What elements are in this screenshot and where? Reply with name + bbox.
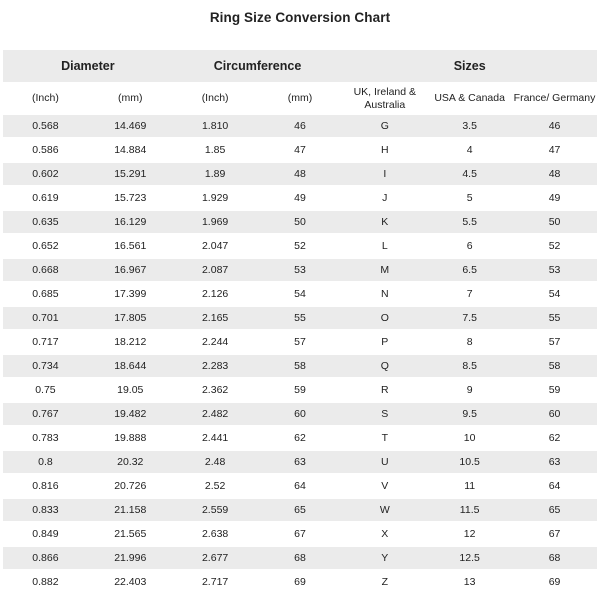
table-cell: 11 (427, 474, 512, 498)
table-cell: 47 (512, 138, 597, 162)
table-row (3, 570, 597, 594)
page-title: Ring Size Conversion Chart (209, 10, 391, 25)
table-cell: 0.75 (3, 378, 88, 402)
table-row (3, 282, 597, 306)
table-cell: 46 (258, 115, 343, 138)
table-cell: X (342, 522, 427, 546)
table-cell: 0.833 (3, 498, 88, 522)
table-cell: 48 (512, 162, 597, 186)
table-row (3, 330, 597, 354)
table-row (3, 138, 597, 162)
table-row (3, 546, 597, 570)
group-header-row (3, 50, 597, 82)
table-cell: 1.89 (173, 162, 258, 186)
table-cell: 0.866 (3, 546, 88, 570)
table-row (3, 450, 597, 474)
column-header-row (3, 82, 597, 115)
table-cell: 53 (512, 258, 597, 282)
table-cell: 49 (258, 186, 343, 210)
group-header-sizes: Sizes (342, 50, 597, 82)
table-cell: 2.48 (173, 450, 258, 474)
table-cell: Z (342, 570, 427, 594)
table-cell: 4.5 (427, 162, 512, 186)
table-row (3, 186, 597, 210)
table-cell: 12 (427, 522, 512, 546)
group-header-diameter: Diameter (3, 50, 173, 82)
table-cell: 2.677 (173, 546, 258, 570)
table-cell: M (342, 258, 427, 282)
column-header-circumference-inch: (Inch) (173, 82, 258, 115)
table-cell: 65 (512, 498, 597, 522)
table-cell: 60 (512, 402, 597, 426)
table-cell: 2.047 (173, 234, 258, 258)
table-cell: 1.969 (173, 210, 258, 234)
table-cell: 0.619 (3, 186, 88, 210)
table-cell: 64 (258, 474, 343, 498)
table-cell: 58 (512, 354, 597, 378)
table-cell: 2.638 (173, 522, 258, 546)
table-cell: 12.5 (427, 546, 512, 570)
table-cell: 0.882 (3, 570, 88, 594)
table-cell: P (342, 330, 427, 354)
table-cell: 11.5 (427, 498, 512, 522)
table-cell: 18.644 (88, 354, 173, 378)
table-cell: 48 (258, 162, 343, 186)
table-cell: 0.734 (3, 354, 88, 378)
table-cell: 4 (427, 138, 512, 162)
table-cell: 57 (258, 330, 343, 354)
table-cell: 2.362 (173, 378, 258, 402)
table-cell: 5.5 (427, 210, 512, 234)
table-row (3, 162, 597, 186)
table-cell: 6 (427, 234, 512, 258)
table-cell: 0.849 (3, 522, 88, 546)
table-cell: T (342, 426, 427, 450)
ring-size-conversion-table (3, 50, 597, 595)
table-cell: 63 (512, 450, 597, 474)
table-cell: 55 (258, 306, 343, 330)
table-cell: 0.685 (3, 282, 88, 306)
table-cell: 7 (427, 282, 512, 306)
table-cell: Y (342, 546, 427, 570)
table-cell: S (342, 402, 427, 426)
table-cell: 0.602 (3, 162, 88, 186)
table-cell: L (342, 234, 427, 258)
table-cell: W (342, 498, 427, 522)
table-cell: 2.441 (173, 426, 258, 450)
table-cell: 2.559 (173, 498, 258, 522)
table-cell: R (342, 378, 427, 402)
table-header (3, 50, 597, 115)
column-header-diameter-mm: (mm) (88, 82, 173, 115)
table-row (3, 474, 597, 498)
group-header-circumference: Circumference (173, 50, 343, 82)
table-cell: 16.967 (88, 258, 173, 282)
table-cell: 62 (258, 426, 343, 450)
table-cell: 21.565 (88, 522, 173, 546)
table-cell: 21.158 (88, 498, 173, 522)
table-cell: 50 (512, 210, 597, 234)
table-cell: Q (342, 354, 427, 378)
table-cell: 69 (258, 570, 343, 594)
table-cell: 14.884 (88, 138, 173, 162)
table-cell: 46 (512, 115, 597, 138)
table-cell: O (342, 306, 427, 330)
table-cell: 17.805 (88, 306, 173, 330)
table-cell: 15.723 (88, 186, 173, 210)
table-cell: 0.668 (3, 258, 88, 282)
table-cell: 0.816 (3, 474, 88, 498)
table-cell: 55 (512, 306, 597, 330)
table-cell: 17.399 (88, 282, 173, 306)
table-cell: 10 (427, 426, 512, 450)
table-cell: 2.482 (173, 402, 258, 426)
table-cell: 47 (258, 138, 343, 162)
table-cell: 67 (258, 522, 343, 546)
table-cell: 0.586 (3, 138, 88, 162)
table-cell: 9 (427, 378, 512, 402)
table-cell: 0.635 (3, 210, 88, 234)
table-cell: 59 (512, 378, 597, 402)
table-cell: 14.469 (88, 115, 173, 138)
table-cell: J (342, 186, 427, 210)
table-cell: 1.929 (173, 186, 258, 210)
table-cell: 64 (512, 474, 597, 498)
table-cell: H (342, 138, 427, 162)
table-cell: 13 (427, 570, 512, 594)
table-cell: 19.888 (88, 426, 173, 450)
column-header-size-uk-ireland-australia: UK, Ireland & Australia (342, 82, 427, 115)
table-cell: 2.52 (173, 474, 258, 498)
table-cell: 65 (258, 498, 343, 522)
table-cell: 19.05 (88, 378, 173, 402)
table-body (3, 115, 597, 594)
table-cell: 7.5 (427, 306, 512, 330)
table-cell: 2.126 (173, 282, 258, 306)
table-cell: 20.32 (88, 450, 173, 474)
table-cell: 2.087 (173, 258, 258, 282)
table-cell: 0.652 (3, 234, 88, 258)
table-cell: 2.717 (173, 570, 258, 594)
table-row (3, 402, 597, 426)
table-cell: 67 (512, 522, 597, 546)
table-cell: 2.283 (173, 354, 258, 378)
table-cell: 1.85 (173, 138, 258, 162)
table-cell: 5 (427, 186, 512, 210)
column-header-size-usa-canada: USA & Canada (427, 82, 512, 115)
table-cell: 0.767 (3, 402, 88, 426)
table-cell: 8.5 (427, 354, 512, 378)
table-row (3, 378, 597, 402)
table-cell: 18.212 (88, 330, 173, 354)
table-cell: 60 (258, 402, 343, 426)
table-cell: 6.5 (427, 258, 512, 282)
table-cell: K (342, 210, 427, 234)
table-cell: I (342, 162, 427, 186)
table-cell: 0.8 (3, 450, 88, 474)
table-cell: 16.561 (88, 234, 173, 258)
table-row (3, 306, 597, 330)
table-cell: 57 (512, 330, 597, 354)
table-cell: 63 (258, 450, 343, 474)
table-cell: V (342, 474, 427, 498)
table-cell: 62 (512, 426, 597, 450)
column-header-size-france-germany: France/ Germany (512, 82, 597, 115)
table-cell: 9.5 (427, 402, 512, 426)
column-header-circumference-mm: (mm) (258, 82, 343, 115)
table-row (3, 354, 597, 378)
table-row (3, 258, 597, 282)
table-row (3, 115, 597, 138)
table-cell: 3.5 (427, 115, 512, 138)
column-header-diameter-inch: (Inch) (3, 82, 88, 115)
table-cell: 53 (258, 258, 343, 282)
table-cell: 15.291 (88, 162, 173, 186)
table-cell: 1.810 (173, 115, 258, 138)
table-cell: 50 (258, 210, 343, 234)
table-cell: 68 (512, 546, 597, 570)
table-row (3, 234, 597, 258)
table-cell: 20.726 (88, 474, 173, 498)
table-cell: 2.244 (173, 330, 258, 354)
table-cell: U (342, 450, 427, 474)
table-cell: 19.482 (88, 402, 173, 426)
table-cell: 49 (512, 186, 597, 210)
table-cell: 0.568 (3, 115, 88, 138)
table-cell: 59 (258, 378, 343, 402)
table-row (3, 498, 597, 522)
table-cell: G (342, 115, 427, 138)
table-cell: 0.701 (3, 306, 88, 330)
table-cell: 8 (427, 330, 512, 354)
table-cell: 54 (512, 282, 597, 306)
table-row (3, 522, 597, 546)
table-cell: 69 (512, 570, 597, 594)
table-cell: 16.129 (88, 210, 173, 234)
table-cell: 0.717 (3, 330, 88, 354)
table-row (3, 210, 597, 234)
table-cell: 21.996 (88, 546, 173, 570)
table-cell: 22.403 (88, 570, 173, 594)
table-cell: 10.5 (427, 450, 512, 474)
table-cell: 52 (258, 234, 343, 258)
table-cell: N (342, 282, 427, 306)
table-cell: 52 (512, 234, 597, 258)
table-cell: 2.165 (173, 306, 258, 330)
table-row (3, 426, 597, 450)
table-cell: 0.783 (3, 426, 88, 450)
table-cell: 58 (258, 354, 343, 378)
table-cell: 68 (258, 546, 343, 570)
table-cell: 54 (258, 282, 343, 306)
